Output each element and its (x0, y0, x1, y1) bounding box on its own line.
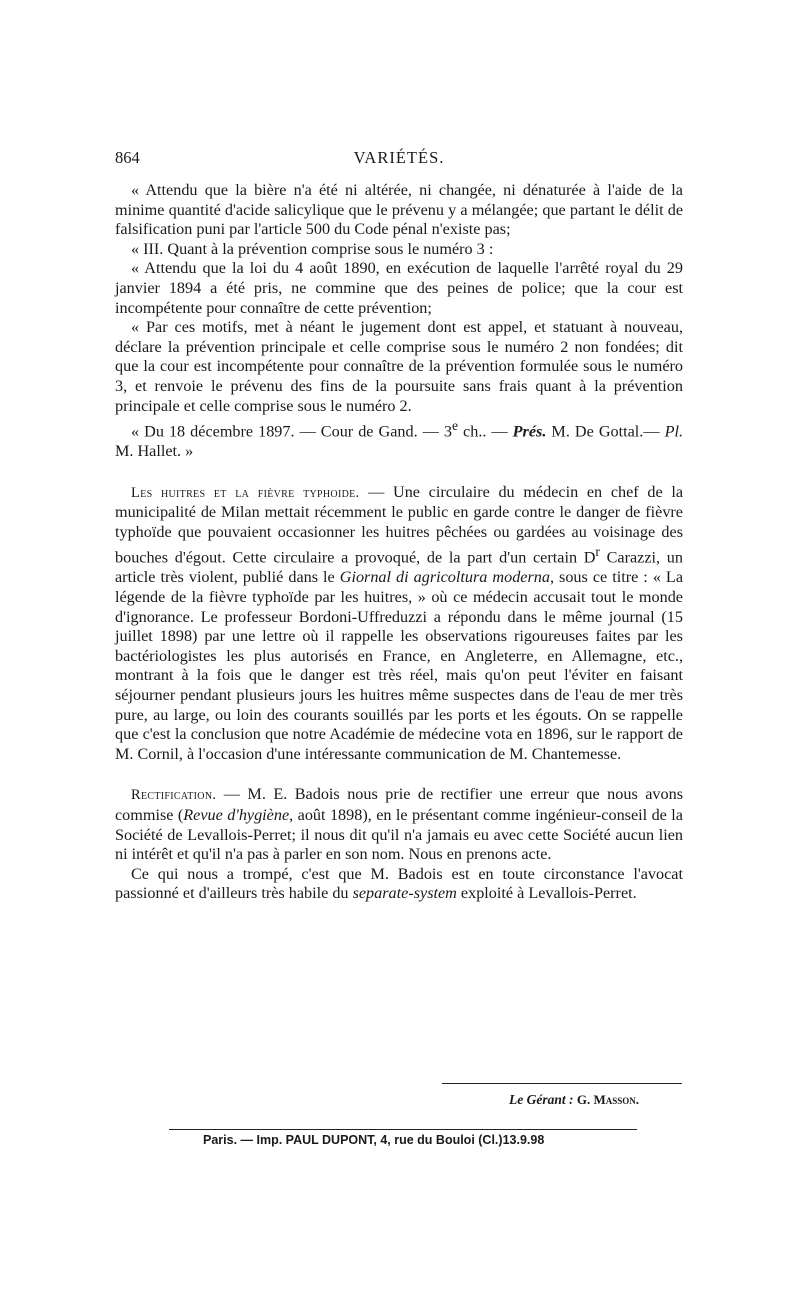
citation-sup: e (452, 418, 458, 434)
journal-title: Revue d'hygiène (183, 806, 290, 824)
citation-pl: Pl. (664, 422, 683, 441)
journal-title: Giornal di agricoltura moderna (339, 568, 550, 587)
imprint-rule (169, 1129, 637, 1130)
judgment-paragraph: « Par ces motifs, met à néant le jugement dont est appel, et statuant à nouveau, déclare la prévention principale et celle comprise sous le numéro 2 non fondées; dit que la cour est incompétente pour connaître de la prévention formulée sous le numéro 3, et renvoie le prévenu des fins de la poursuite sans frais quant à la prévention principale et celle comprise sous le numéro 2. (115, 318, 683, 415)
rectification-paragraph (115, 865, 683, 904)
article-text: , août 1898), en le présentant comme ingénieur-conseil de la Société de Levallois-Perret; il nous dit qu'il n'a jamais eu avec cette Société aucun lien ni intérêt et qu'il n'a pas à parler en son nom. Nous en prenons acte. (115, 806, 683, 864)
system-name: separate-system (352, 884, 457, 903)
signature-name: G. Masson. (576, 1092, 639, 1107)
article-sup: r (595, 544, 600, 560)
page-body (115, 181, 683, 904)
running-title: VARIÉTÉS. (353, 148, 445, 167)
article-text: — M. E. Badois nous prie de rectifier une erreur que nous avons commise ( (115, 785, 683, 824)
judgment-citation (115, 416, 683, 462)
article-text: — Une circulaire du médecin en chef de la municipalité de Milan mettait récemment le public en garde contre le danger de fièvre typhoïde que pouvaient occasionner les huitres pêchées ou gardées au voisinage des bouches d'égout. Cette circulaire a provoqué, de la part d'un certain D (115, 482, 684, 567)
article-text: exploité à Levallois-Perret. (456, 884, 637, 903)
article-text: Carazzi, un article très violent, publié dans le (115, 548, 683, 587)
article-heading: Les huitres et la fièvre typhoide. (131, 484, 360, 501)
article-text: Ce qui nous a trompé, c'est que M. Badois est en toute circonstance l'avocat passionné et d'ailleurs très habile du (115, 864, 683, 903)
signature-rule (442, 1083, 682, 1084)
article-heading: Rectification. (131, 787, 217, 804)
page-number: 864 (115, 148, 140, 167)
huitres-article (115, 483, 683, 765)
citation-text: ch.. — (458, 422, 513, 441)
citation-pres: Prés. (512, 422, 547, 441)
signature-label: Le Gérant : (508, 1092, 574, 1107)
judgment-paragraph: « Attendu que la loi du 4 août 1890, en exécution de laquelle l'arrêté royal du 29 janvier 1894 a été pris, ne commine que des peines de police; que la cour est incompétente pour connaître de cette prévention; (115, 259, 683, 317)
article-text: , sous ce titre : « La légende de la fièvre typhoïde par les huitres, » où ce médecin accusait tout le monde d'ignorance. Le professeur Bordoni-Uffreduzzi a répondu dans le même journal (15 juillet 1898) par une lettre où il rappelle les observations rigoureuses faites par les bactériologistes les plus autorisés en France, en Angleterre, en Allemagne, etc., montrant à la fois que le danger est très réel, mais qu'on peut l'éviter en faisant séjourner pendant plusieurs jours les huitres même suspectes dans de l'eau de mer très pure, au large, ou loin des courants souillés par les ports et les égouts. On se rappelle que c'est la conclusion que notre Académie de médecine vota en 1896, sur le rapport de M. Cornil, à l'occasion d'une intéressante communication de M. Chantemesse. (115, 568, 684, 763)
judgment-paragraph: « III. Quant à la prévention comprise sous le numéro 3 : (131, 239, 494, 258)
imprint: Paris. — Imp. PAUL DUPONT, 4, rue du Bouloi (Cl.)13.9.98 (203, 1133, 545, 1147)
citation-text: M. De Gottal.— (546, 422, 665, 441)
citation-text: « Du 18 décembre 1897. — Cour de Gand. — 3 (131, 422, 452, 441)
judgment-paragraph: « Attendu que la bière n'a été ni altérée, ni changée, ni dénaturée à l'aide de la minime quantité d'acide salicylique que le prévenu y a mélangée; que partant le délit de falsification puni par l'article 500 du Code pénal n'existe pas; (115, 181, 683, 239)
signature (509, 1092, 639, 1108)
page-header (115, 148, 683, 170)
citation-text: M. Hallet. » (115, 442, 194, 461)
rectification-article (115, 785, 683, 864)
